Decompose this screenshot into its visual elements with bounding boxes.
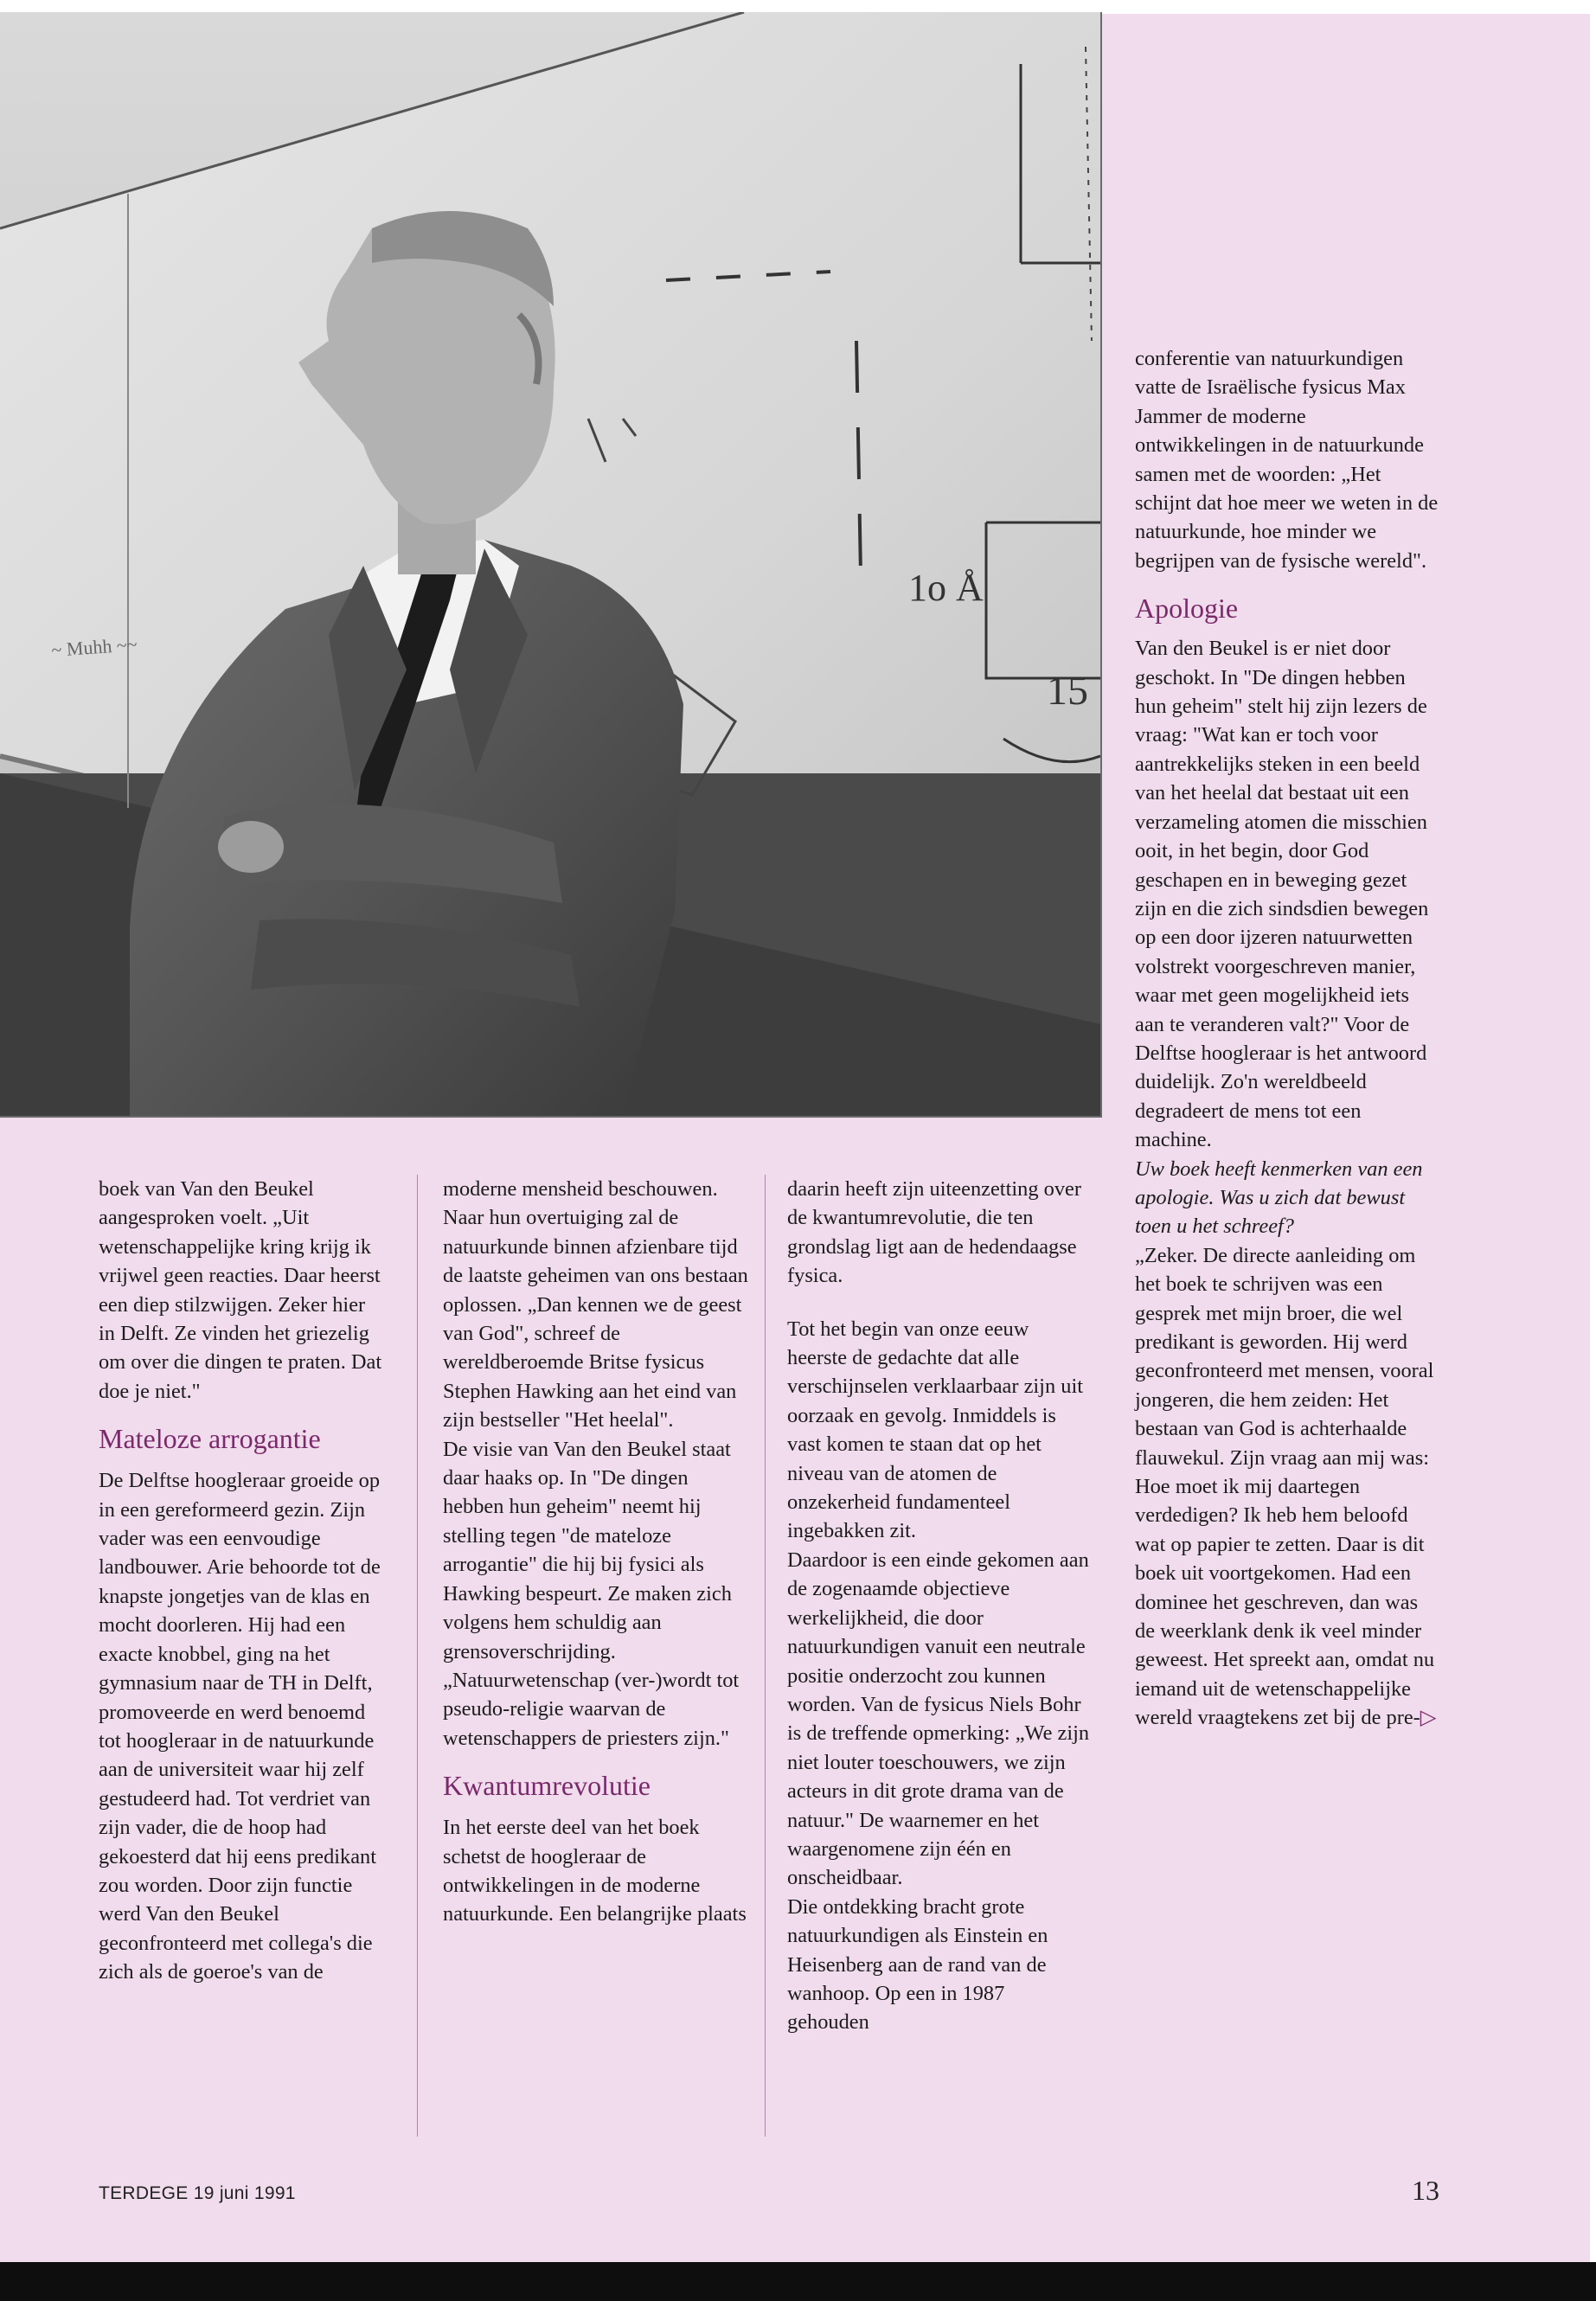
interview-question: Uw boek heeft kenmerken van een apologie. Was u zich dat bewust toen u het schreef? <box>1135 1157 1423 1239</box>
article-column-3 <box>787 1175 1090 2037</box>
paragraph: boek van Van den Beukel aangesproken voelt. „Uit wetenschappelijke kring krijg ik vrijwel geen reacties. Daar heerst een diep stilzwijgen. Zeker hier in Delft. Ze vinden het griezelig om over die dingen te praten. Dat doe je niet." <box>99 1177 382 1403</box>
article-column-2 <box>443 1175 751 1929</box>
paragraph: daarin heeft zijn uiteenzetting over de kwantumrevolutie, die ten grondslag ligt aan de hedendaagse fysica. <box>787 1177 1081 1288</box>
paragraph: „Zeker. De directe aanleiding om het boek te schrijven was een gesprek met mijn broer, die wel predikant is geworden. Hij werd geconfronteerd met mensen, vooral jongeren, die hem zeiden: Het bestaan van God is achterhaalde flauwekul. Zijn vraag aan mij was: Hoe moet ik mij daartegen verdedigen? Ik heb hem beloofd wat op papier te zetten. Daar is dit boek uit voortgekomen. Had een dominee het geschreven, dan was de weerklank denk ik veel minder geweest. Het spreekt aan, omdat nu iemand uit de wetenschappelijke wereld vraagtekens zet bij de pre- <box>1135 1243 1435 1730</box>
column-divider <box>765 1175 766 2137</box>
continue-arrow-icon: ▷ <box>1420 1706 1437 1730</box>
paragraph: De Delftse hoogleraar groeide op in een gereformeerd gezin. Zijn vader was een eenvoudige landbouwer. Arie behoorde tot de knapste jongetjes van de klas en mocht doorleren. Hij had een exacte knobbel, ging na het gymnasium naar de TH in Delft, promoveerde en werd benoemd tot hoogleraar in de natuurkunde aan de universiteit waar hij zelf gestudeerd had. Tot verdriet van zijn vader, die de hoop had gekoesterd dat hij eens predikant zou worden. Door zijn functie werd Van den Beukel geconfronteerd met collega's die zich als de goeroe's van de <box>99 1469 381 1984</box>
board-text-angstrom: 1o Å <box>908 567 984 609</box>
paragraph: In het eerste deel van het boek schetst de hoogleraar de ontwikkelingen in de moderne natuurkunde. Een belangrijke plaats <box>443 1816 747 1926</box>
subheading-kwantumrevolutie: Kwantumrevolutie <box>443 1770 651 1802</box>
paragraph: De visie van Van den Beukel staat daar haaks op. In "De dingen hebben hun geheim" neemt hij stelling tegen "de mateloze arrogantie" die hij bij fysici als Hawking bespeurt. Ze maken zich volgens hem schuldig aan grensoverschrijding. „Natuurwetenschap (ver-)wordt tot pseudo-religie waarvan de wetenschappers de priesters zijn." <box>443 1437 740 1750</box>
paragraph-continued <box>1135 1241 1441 1733</box>
subheading-mateloze-arrogantie: Mateloze arrogantie <box>99 1423 321 1455</box>
board-text-15: 15 <box>1047 668 1088 714</box>
magazine-issue-footer: TERDEGE 19 juni 1991 <box>99 2183 296 2203</box>
subheading-apologie: Apologie <box>1135 593 1239 625</box>
article-column-4 <box>1135 344 1441 1733</box>
scan-bottom-border <box>0 2262 1596 2301</box>
paragraph: moderne mensheid beschouwen. Naar hun overtuiging zal de natuurkunde binnen afzienbare tijd de laatste geheimen van ons bestaan oplossen. „Dan kennen we de geest van God", schreef de wereldberoemde Britse fysicus Stephen Hawking aan het eind van zijn bestseller "Het heelal". <box>443 1177 748 1433</box>
svg-text:~ Muhh ~~: ~ Muhh ~~ <box>50 633 138 661</box>
paragraph: Daardoor is een einde gekomen aan de zogenaamde objectieve werkelijkheid, die door natuurkundigen vanuit een neutrale positie onderzocht zou kunnen worden. Van de fysicus Niels Bohr is de treffende opmerking: „We zijn niet louter toeschouwers, we zijn acteurs in dit grote drama van de natuur." De waarnemer en het waargenomene zijn één en onscheidbaar. <box>787 1548 1090 1890</box>
portrait-photo <box>0 12 1102 1118</box>
column-divider <box>417 1175 418 2137</box>
article-column-1 <box>99 1175 384 1987</box>
paragraph: Die ontdekking bracht grote natuurkundigen als Einstein en Heisenberg aan de rand van de wanhoop. Op een in 1987 gehouden <box>787 1894 1048 2035</box>
scan-right-margin <box>1590 0 1596 2301</box>
page-number: 13 <box>1412 2175 1439 2206</box>
paragraph: Van den Beukel is er niet door geschokt. In "De dingen hebben hun geheim" stelt hij zijn lezers de vraag: "Wat kan er toch voor aantrekkelijks steken in een beeld van het heelal dat bestaat uit een verzameling atomen die misschien ooit, in het begin, door God geschapen en in beweging gezet zijn en die zich sindsdien bewegen op een door ijzeren natuurwetten volstrekt voorgeschreven manier, waar met geen mogelijkheid iets aan te veranderen valt?" Voor de Delftse hoogleraar is het antwoord duidelijk. Zo'n wereldbeeld degradeert de mens tot een machine. <box>1135 637 1429 1152</box>
paragraph: conferentie van natuurkundigen vatte de Israëlische fysicus Max Jammer de moderne ontwikkelingen in de natuurkunde samen met de woorden: „Het schijnt dat hoe meer we weten in de natuurkunde, hoe minder we begrijpen van de fysische wereld". <box>1135 347 1439 573</box>
paragraph: Tot het begin van onze eeuw heerste de gedachte dat alle verschijnselen verklaarbaar zijn uit oorzaak en gevolg. Inmiddels is vast komen te staan dat op het niveau van de atomen de onzekerheid fundamenteel ingebakken zit. <box>787 1317 1083 1543</box>
